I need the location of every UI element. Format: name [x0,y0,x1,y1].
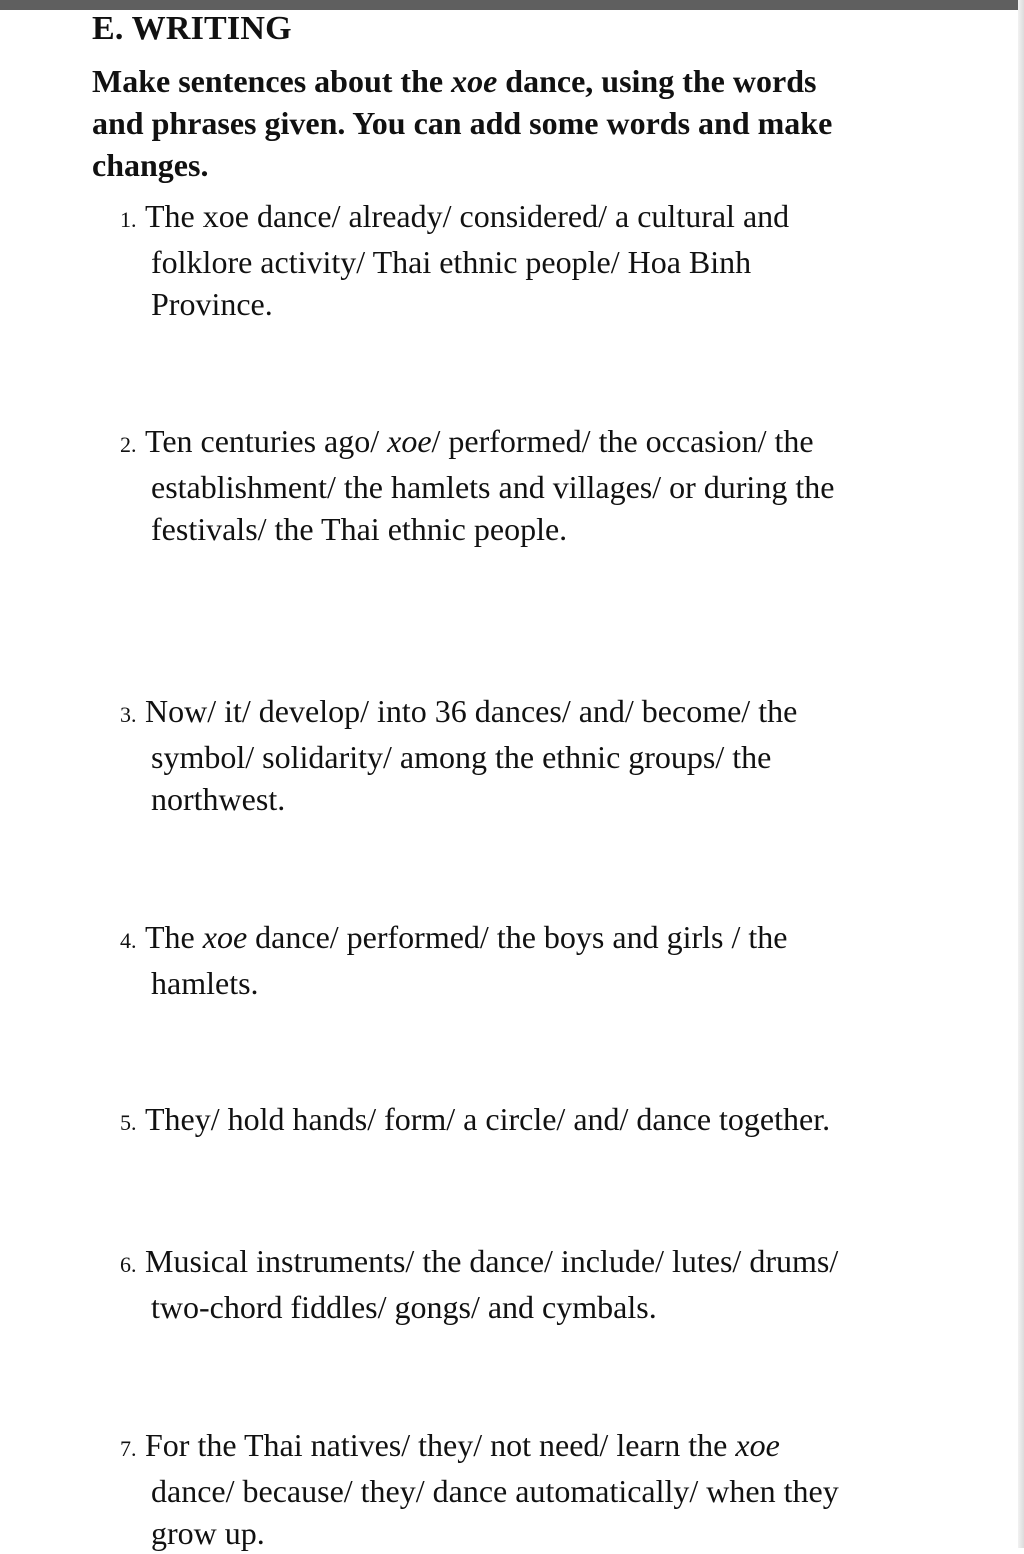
exercise-item-2 [120,420,920,550]
section-title: E. WRITING [92,10,292,47]
item-number: 7. [120,1436,137,1461]
item-italic-word: xoe [387,423,432,459]
instructions-line2: and phrases given. You can add some words and make [92,105,833,141]
item-line: northwest. [151,781,286,817]
top-bar [0,0,1024,10]
item-line: Province. [151,286,273,322]
item-number: 2. [120,432,137,457]
item-line: Musical instruments/ the dance/ include/ lutes/ drums/ [145,1243,839,1279]
item-line: grow up. [151,1515,265,1551]
instructions-before: Make sentences about the [92,63,452,99]
item-line: Now/ it/ develop/ into 36 dances/ and/ become/ the [145,693,798,729]
item-number: 3. [120,702,137,727]
item-line-pre: For the Thai natives/ they/ not need/ learn the [145,1427,736,1463]
exercise-item-1 [120,195,920,325]
instructions-italic-word: xoe [451,63,498,99]
exercise-item-6 [120,1240,920,1328]
page-edge [1018,0,1024,1548]
item-line: hamlets. [151,965,259,1001]
item-line-post: / performed/ the occasion/ the [431,423,814,459]
exercise-item-5 [120,1098,920,1144]
exercise-item-3 [120,690,920,820]
instructions [92,60,942,186]
instructions-line1-after: dance, using the words [497,63,817,99]
item-number: 6. [120,1252,137,1277]
item-line: folklore activity/ Thai ethnic people/ Hoa Binh [151,244,752,280]
item-line-pre: Ten centuries ago/ [145,423,388,459]
item-line: establishment/ the hamlets and villages/ or during the [151,469,835,505]
instructions-line3: changes. [92,147,209,183]
item-italic-word: xoe [735,1427,780,1463]
item-line: festivals/ the Thai ethnic people. [151,511,568,547]
item-number: 4. [120,928,137,953]
item-line-post: dance/ performed/ the boys and girls / the [247,919,788,955]
item-italic-word: xoe [202,919,248,955]
item-line: They/ hold hands/ form/ a circle/ and/ dance together. [145,1101,831,1137]
item-line: The xoe dance/ already/ considered/ a cultural and [145,198,790,234]
item-number: 1. [120,207,137,232]
item-number: 5. [120,1110,137,1135]
exercise-item-4 [120,916,920,1004]
item-line-pre: The [145,919,203,955]
exercise-item-7 [120,1424,920,1554]
item-line: two-chord fiddles/ gongs/ and cymbals. [151,1289,657,1325]
item-line: dance/ because/ they/ dance automatically/ when they [151,1473,839,1509]
item-line: symbol/ solidarity/ among the ethnic groups/ the [151,739,772,775]
